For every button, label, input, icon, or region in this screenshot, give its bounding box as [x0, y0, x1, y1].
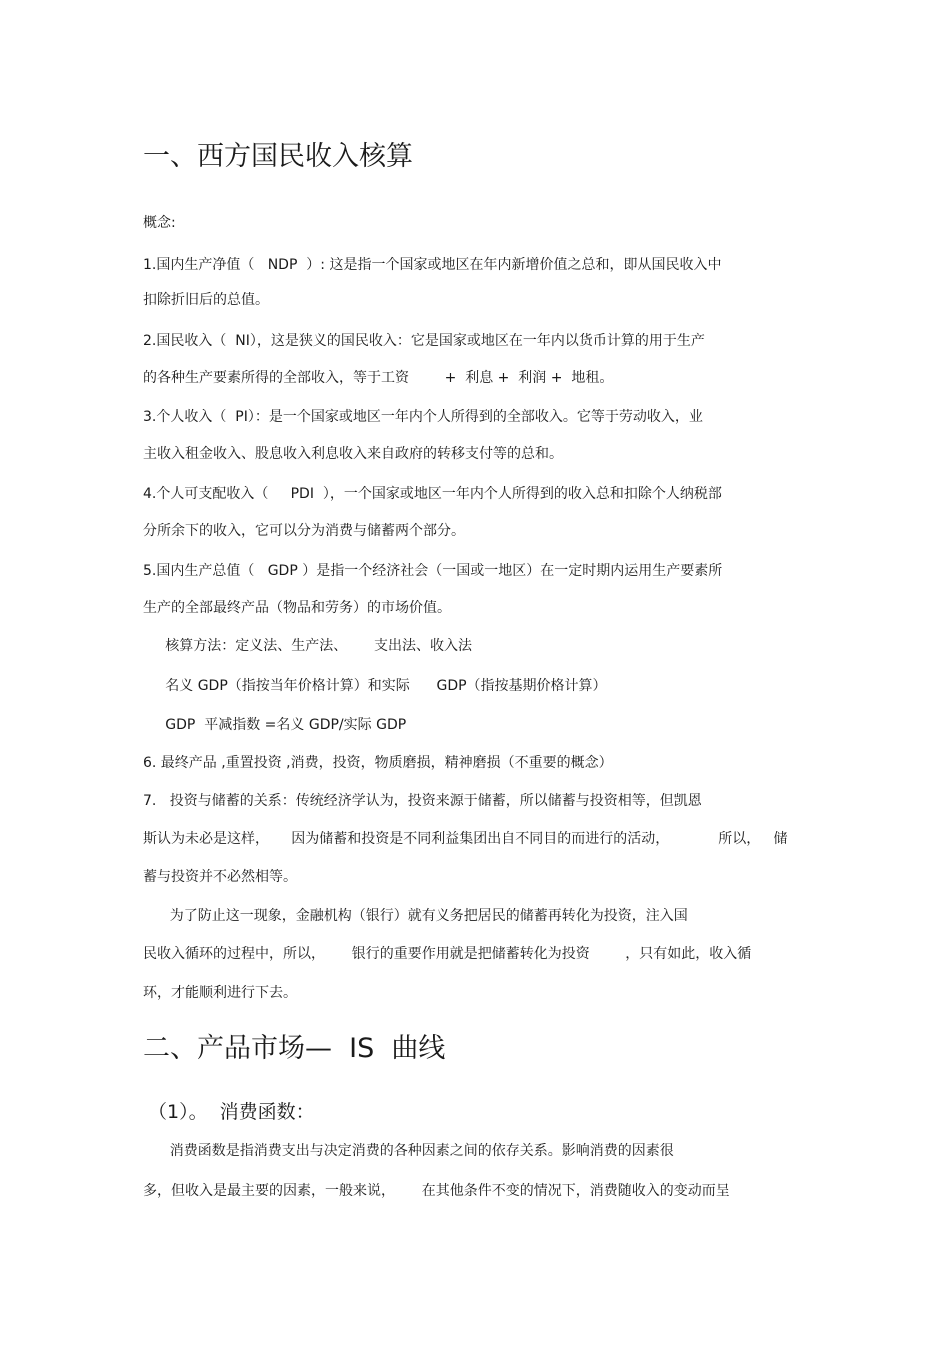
concept-label: 概念: — [143, 215, 176, 231]
subsection-heading: （1）。 消费函数： — [148, 1101, 315, 1123]
paragraph-line: 7. 投资与储蓄的关系：传统经济学认为，投资来源于储蓄，所以储蓄与投资相等，但凯恩 — [143, 793, 702, 809]
paragraph-line: 生产的全部最终产品（物品和劳务）的市场价值。 — [143, 600, 451, 616]
section-1-heading: 一、西方国民收入核算 — [143, 141, 413, 172]
paragraph-line: 多，但收入是最主要的因素，一般来说， 在其他条件不变的情况下，消费随收入的变动而呈 — [143, 1183, 730, 1199]
paragraph-line: 4.个人可支配收入（ PDI ），一个国家或地区一年内个人所得到的收入总和扣除个人纳税部 — [143, 486, 722, 502]
paragraph-line: 名义 GDP（指按当年价格计算）和实际 GDP（指按基期价格计算） — [143, 678, 607, 694]
paragraph-line: 扣除折旧后的总值。 — [143, 292, 269, 308]
paragraph-line: 1.国内生产净值（ NDP ）: 这是指一个国家或地区在年内新增价值之总和，即从国民收入中 — [143, 257, 722, 273]
paragraph-line: 核算方法：定义法、生产法、 支出法、收入法 — [143, 638, 472, 654]
paragraph-line: 6. 最终产品 ,重置投资 ,消费，投资，物质磨损，精神磨损（不重要的概念） — [143, 755, 613, 771]
paragraph-line: 分所余下的收入，它可以分为消费与储蓄两个部分。 — [143, 523, 465, 539]
paragraph-line: 环，才能顺利进行下去。 — [143, 985, 297, 1001]
paragraph-line: 主收入租金收入、股息收入利息收入来自政府的转移支付等的总和。 — [143, 446, 563, 462]
paragraph-line: 的各种生产要素所得的全部收入，等于工资 + 利息 + 利润 + 地租。 — [143, 370, 614, 386]
paragraph-line: 3.个人收入（ PI）：是一个国家或地区一年内个人所得到的全部收入。它等于劳动收入，业 — [143, 409, 703, 425]
paragraph-line: 蓄与投资并不必然相等。 — [143, 869, 297, 885]
paragraph-line: 斯认为未必是这样， 因为储蓄和投资是不同利益集团出自不同目的而进行的活动， 所以， 储 — [143, 831, 788, 847]
paragraph-line: 民收入循环的过程中，所以， 银行的重要作用就是把储蓄转化为投资 ，只有如此，收入循 — [143, 946, 752, 962]
section-2-heading: 二、产品市场— IS 曲线 — [143, 1033, 446, 1064]
paragraph-line: 5.国内生产总值（ GDP ）是指一个经济社会（一国或一地区）在一定时期内运用生产要素所 — [143, 563, 723, 579]
paragraph-line: GDP 平减指数 =名义 GDP/实际 GDP — [143, 717, 407, 733]
paragraph-line: 2.国民收入（ NI），这是狭义的国民收入：它是国家或地区在一年内以货币计算的用于生产 — [143, 333, 705, 349]
paragraph-line: 为了防止这一现象，金融机构（银行）就有义务把居民的储蓄再转化为投资，注入国 — [143, 908, 688, 924]
paragraph-line: 消费函数是指消费支出与决定消费的各种因素之间的依存关系。影响消费的因素很 — [143, 1143, 674, 1159]
